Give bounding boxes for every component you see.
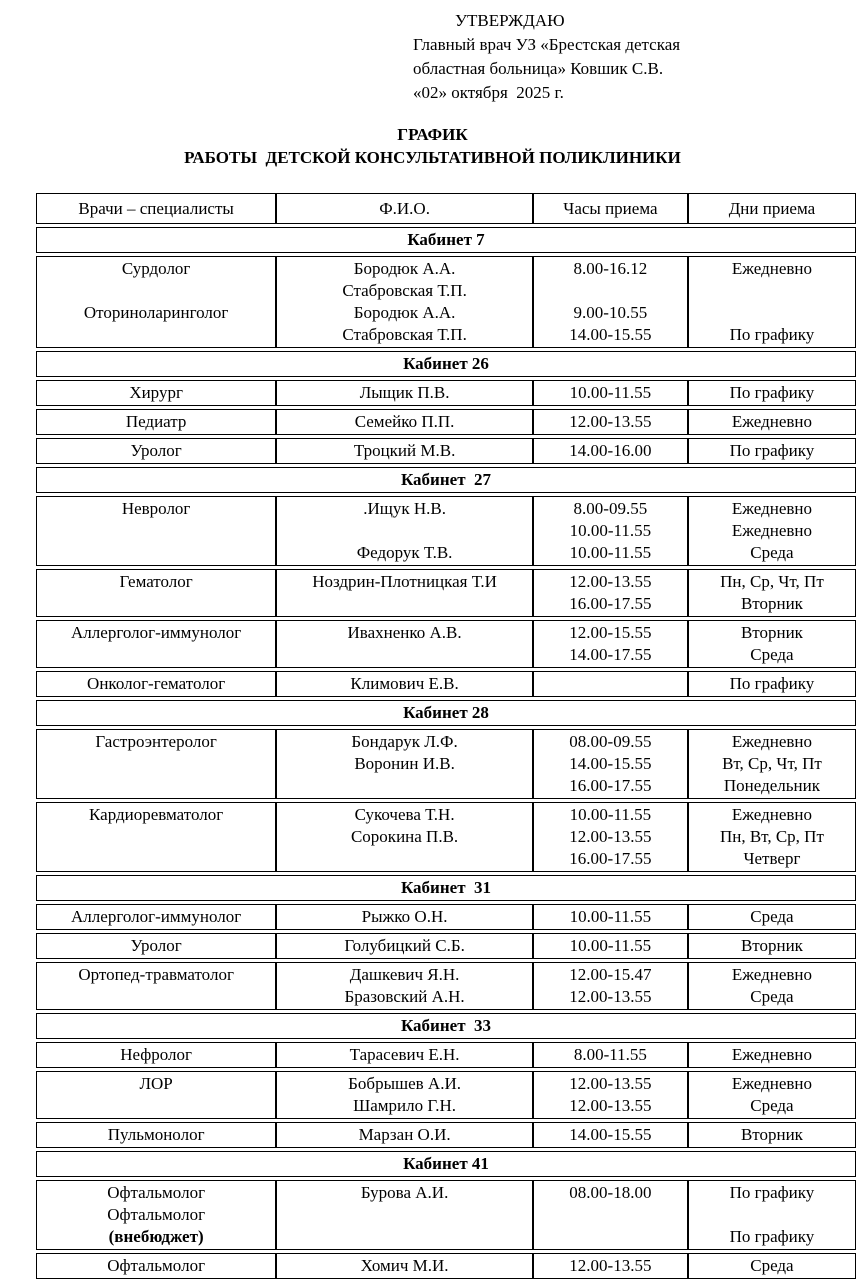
fio-line: Семейко П.П. <box>354 412 455 431</box>
schedule-row <box>36 1253 856 1279</box>
fio-line: Стабровская Т.П. <box>342 281 467 300</box>
fio-line: Бородюк А.А. <box>353 303 456 322</box>
fio-cell <box>276 802 533 872</box>
hours-cell <box>533 1071 688 1119</box>
fio-line: Шамрило Г.Н. <box>353 1096 457 1115</box>
fio-cell <box>276 1180 533 1250</box>
schedule-row <box>36 1122 856 1148</box>
specialist-cell <box>36 569 276 617</box>
specialist-cell <box>36 933 276 959</box>
fio-cell <box>276 256 533 348</box>
fio-line: Бразовский А.Н. <box>344 987 465 1006</box>
hours-line: 16.00-17.55 <box>569 776 652 795</box>
specialist-line <box>41 324 271 346</box>
cabinet-section-row <box>36 1151 856 1177</box>
schedule-row <box>36 671 856 697</box>
specialist-cell <box>36 380 276 406</box>
cabinet-section-label: Кабинет 41 <box>36 1151 856 1177</box>
fio-line: Дашкевич Я.Н. <box>349 965 460 984</box>
fio-cell <box>276 729 533 799</box>
hours-cell <box>533 729 688 799</box>
days-line: Вторник <box>740 623 803 642</box>
header-specialists: Врачи – специалисты <box>36 193 276 224</box>
fio-cell <box>276 380 533 406</box>
specialist-cell <box>36 409 276 435</box>
schedule-row <box>36 256 856 348</box>
fio-line: Марзан О.И. <box>358 1125 451 1144</box>
days-line: Ежедневно <box>731 1045 813 1064</box>
days-cell <box>688 620 856 668</box>
hours-line: 12.00-13.55 <box>569 1074 652 1093</box>
hours-line: 14.00-15.55 <box>569 1125 652 1144</box>
days-cell <box>688 1042 856 1068</box>
days-line: Ежедневно <box>731 965 813 984</box>
schedule-row <box>36 802 856 872</box>
schedule-row <box>36 1042 856 1068</box>
days-line: Среда <box>750 1096 794 1115</box>
days-line: По графику <box>729 441 815 460</box>
fio-line: Ивахненко А.В. <box>347 623 462 642</box>
schedule-row <box>36 409 856 435</box>
days-line: Среда <box>750 987 794 1006</box>
schedule-row <box>36 962 856 1010</box>
fio-line: Федорук Т.В. <box>356 543 453 562</box>
page-title-block <box>0 123 865 169</box>
hours-line: 10.00-11.55 <box>569 907 652 926</box>
hours-cell <box>533 496 688 566</box>
days-cell <box>688 729 856 799</box>
specialist-cell <box>36 802 276 872</box>
specialist-cell <box>36 438 276 464</box>
specialist-line: Педиатр <box>125 412 187 431</box>
header-fio: Ф.И.О. <box>276 193 533 224</box>
days-line: По графику <box>729 325 815 344</box>
days-line: Пн, Ср, Чт, Пт <box>720 572 824 591</box>
fio-line: Сукочева Т.Н. <box>354 805 455 824</box>
cabinet-section-label: Кабинет 28 <box>36 700 856 726</box>
cabinet-section-label: Кабинет 7 <box>36 227 856 253</box>
hours-line: 12.00-13.55 <box>569 827 652 846</box>
hours-line: 9.00-10.55 <box>573 303 648 322</box>
specialist-line <box>41 848 271 870</box>
fio-line: Голубицкий С.Б. <box>344 936 465 955</box>
hours-line <box>538 1204 683 1226</box>
days-line: Вт, Ср, Чт, Пт <box>722 754 822 773</box>
cabinet-section-label: Кабинет 31 <box>36 875 856 901</box>
hours-line: 14.00-15.55 <box>569 754 652 773</box>
specialist-line: (внебюджет) <box>108 1227 204 1246</box>
fio-line <box>281 644 528 666</box>
specialist-line: Ортопед-травматолог <box>78 965 234 984</box>
hours-cell <box>533 438 688 464</box>
days-cell <box>688 1180 856 1250</box>
days-cell <box>688 671 856 697</box>
cabinet-section-label: Кабинет 27 <box>36 467 856 493</box>
specialist-cell <box>36 904 276 930</box>
days-cell <box>688 933 856 959</box>
specialist-line <box>41 644 271 666</box>
schedule-row <box>36 1071 856 1119</box>
days-line: По графику <box>729 674 815 693</box>
fio-cell <box>276 620 533 668</box>
days-line: Пн, Вт, Ср, Пт <box>719 827 824 846</box>
hours-line: 10.00-11.55 <box>569 543 652 562</box>
hours-cell <box>533 904 688 930</box>
specialist-line: Уролог <box>130 936 182 955</box>
days-cell <box>688 802 856 872</box>
specialist-line: Аллерголог-иммунолог <box>71 907 242 926</box>
hours-line: 8.00-11.55 <box>573 1045 647 1064</box>
days-line <box>693 1204 851 1226</box>
hours-cell <box>533 569 688 617</box>
days-line: Ежедневно <box>731 805 813 824</box>
hours-line: 14.00-15.55 <box>569 325 652 344</box>
approval-block <box>413 9 865 105</box>
days-line: Вторник <box>740 936 803 955</box>
days-line: Понедельник <box>723 776 820 795</box>
specialist-line: Гематолог <box>119 572 193 591</box>
fio-line <box>281 1226 528 1248</box>
fio-cell <box>276 1122 533 1148</box>
fio-line: Троцкий М.В. <box>353 441 456 460</box>
fio-cell <box>276 409 533 435</box>
hours-line: 14.00-16.00 <box>569 441 652 460</box>
page-subtitle: РАБОТЫ ДЕТСКОЙ КОНСУЛЬТАТИВНОЙ ПОЛИКЛИНИКИ <box>184 148 681 167</box>
hours-line: 10.00-11.55 <box>569 383 652 402</box>
days-cell <box>688 962 856 1010</box>
approval-line-chief-doctor: Главный врач УЗ «Брестская детская <box>413 35 681 54</box>
fio-line: Бурова А.И. <box>360 1183 449 1202</box>
fio-line: Бобрышев А.И. <box>348 1074 461 1093</box>
fio-cell <box>276 438 533 464</box>
days-line: Ежедневно <box>731 499 813 518</box>
days-cell <box>688 904 856 930</box>
hours-line: 8.00-09.55 <box>573 499 648 518</box>
hours-cell <box>533 380 688 406</box>
fio-cell <box>276 1042 533 1068</box>
specialist-cell <box>36 671 276 697</box>
fio-line: Тарасевич Е.Н. <box>349 1045 460 1064</box>
specialist-line: Невролог <box>121 499 191 518</box>
cabinet-section-label: Кабинет 26 <box>36 351 856 377</box>
fio-cell <box>276 1071 533 1119</box>
approval-line-date: «02» октября 2025 г. <box>413 83 564 102</box>
specialist-cell <box>36 1122 276 1148</box>
cabinet-section-row <box>36 1013 856 1039</box>
schedule-row <box>36 729 856 799</box>
days-cell <box>688 1122 856 1148</box>
page-title: ГРАФИК <box>397 125 468 144</box>
cabinet-section-label: Кабинет 33 <box>36 1013 856 1039</box>
specialist-line: ЛОР <box>139 1074 173 1093</box>
hours-line: 10.00-11.55 <box>569 521 652 540</box>
specialist-line: Оториноларинголог <box>83 303 229 322</box>
approval-title: УТВЕРЖДАЮ <box>455 11 565 30</box>
hours-cell <box>533 933 688 959</box>
schedule-row <box>36 904 856 930</box>
fio-line: .Ищук Н.В. <box>363 499 446 518</box>
hours-line: 10.00-11.55 <box>569 805 652 824</box>
table-header-row <box>36 193 856 224</box>
schedule-row <box>36 380 856 406</box>
specialist-line: Нефролог <box>120 1045 193 1064</box>
fio-cell <box>276 671 533 697</box>
fio-cell <box>276 933 533 959</box>
hours-line <box>538 1226 683 1248</box>
fio-line: Климович Е.В. <box>350 674 459 693</box>
schedule-row <box>36 496 856 566</box>
fio-line <box>281 775 528 797</box>
fio-line: Бородюк А.А. <box>353 259 456 278</box>
hours-line: 16.00-17.55 <box>569 849 652 868</box>
fio-line <box>281 520 528 542</box>
specialist-line <box>41 986 271 1008</box>
fio-line: Бондарук Л.Ф. <box>351 732 458 751</box>
hours-line <box>538 280 683 302</box>
specialist-line: Офтальмолог <box>107 1256 206 1275</box>
hours-line: 12.00-15.55 <box>569 623 652 642</box>
days-cell <box>688 380 856 406</box>
specialist-line <box>41 775 271 797</box>
hours-line: 12.00-13.55 <box>569 1096 652 1115</box>
days-line: По графику <box>729 1227 815 1246</box>
hours-line: 16.00-17.55 <box>569 594 652 613</box>
specialist-line <box>41 520 271 542</box>
hours-cell <box>533 620 688 668</box>
specialist-cell <box>36 256 276 348</box>
fio-cell <box>276 496 533 566</box>
days-line: По графику <box>729 1183 815 1202</box>
fio-cell <box>276 1253 533 1279</box>
header-hours: Часы приема <box>533 193 688 224</box>
days-line: Среда <box>750 645 794 664</box>
hours-line: 12.00-13.55 <box>569 1256 652 1275</box>
fio-line: Стабровская Т.П. <box>342 325 467 344</box>
specialist-line: Сурдолог <box>121 259 191 278</box>
hours-cell <box>533 1042 688 1068</box>
hours-cell <box>533 962 688 1010</box>
hours-cell <box>533 671 688 697</box>
specialist-cell <box>36 496 276 566</box>
days-line: Среда <box>750 1256 794 1275</box>
days-cell <box>688 569 856 617</box>
hours-line: 12.00-13.55 <box>569 572 652 591</box>
fio-line <box>281 848 528 870</box>
fio-line: Хомич М.И. <box>360 1256 449 1275</box>
specialist-cell <box>36 1042 276 1068</box>
schedule-row <box>36 933 856 959</box>
hours-cell <box>533 1180 688 1250</box>
specialist-cell <box>36 1253 276 1279</box>
specialist-line <box>41 280 271 302</box>
hours-line: 12.00-13.55 <box>569 987 652 1006</box>
specialist-line: Хирург <box>129 383 183 402</box>
days-cell <box>688 1253 856 1279</box>
days-line: Вторник <box>740 1125 803 1144</box>
days-line: Ежедневно <box>731 732 813 751</box>
specialist-line <box>41 826 271 848</box>
days-line: Вторник <box>740 594 803 613</box>
specialist-line <box>41 593 271 615</box>
hours-line: 14.00-17.55 <box>569 645 652 664</box>
fio-line: Сорокина П.В. <box>350 827 459 846</box>
days-cell <box>688 409 856 435</box>
hours-cell <box>533 409 688 435</box>
cabinet-section-row <box>36 875 856 901</box>
fio-line: Воронин И.В. <box>354 754 455 773</box>
fio-cell <box>276 962 533 1010</box>
specialist-line: Аллерголог-иммунолог <box>71 623 242 642</box>
hours-cell <box>533 256 688 348</box>
specialist-cell <box>36 620 276 668</box>
days-cell <box>688 438 856 464</box>
days-line <box>693 280 851 302</box>
header-days: Дни приема <box>688 193 856 224</box>
hours-cell <box>533 802 688 872</box>
specialist-line: Уролог <box>130 441 182 460</box>
hours-cell <box>533 1253 688 1279</box>
fio-line: Лыщик П.В. <box>359 383 450 402</box>
hours-line: 12.00-13.55 <box>569 412 652 431</box>
specialist-line <box>41 753 271 775</box>
days-cell <box>688 256 856 348</box>
fio-line <box>281 1204 528 1226</box>
days-line: Ежедневно <box>731 412 813 431</box>
schedule-row <box>36 438 856 464</box>
approval-line-hospital: областная больница» Ковшик С.В. <box>413 59 664 78</box>
specialist-line <box>41 1095 271 1117</box>
days-line: Ежедневно <box>731 259 813 278</box>
days-line: Среда <box>750 907 794 926</box>
fio-cell <box>276 569 533 617</box>
fio-cell <box>276 904 533 930</box>
hours-line: 08.00-18.00 <box>569 1183 652 1202</box>
cabinet-section-row <box>36 227 856 253</box>
specialist-cell <box>36 1071 276 1119</box>
days-line <box>693 302 851 324</box>
cabinet-section-row <box>36 467 856 493</box>
days-line: Четверг <box>743 849 801 868</box>
specialist-cell <box>36 729 276 799</box>
specialist-cell <box>36 962 276 1010</box>
days-cell <box>688 1071 856 1119</box>
specialist-line: Пульмонолог <box>107 1125 205 1144</box>
schedule-table <box>36 190 856 1282</box>
document-page <box>0 9 865 1282</box>
specialist-line <box>41 542 271 564</box>
specialist-line: Офтальмолог <box>107 1205 206 1224</box>
hours-line: 10.00-11.55 <box>569 936 652 955</box>
schedule-row <box>36 569 856 617</box>
fio-line <box>281 593 528 615</box>
specialist-line: Онколог-гематолог <box>87 674 226 693</box>
specialist-line: Кардиоревматолог <box>89 805 224 824</box>
days-line: Среда <box>750 543 794 562</box>
days-line: Ежедневно <box>731 521 813 540</box>
fio-line: Рыжко О.Н. <box>361 907 448 926</box>
schedule-row <box>36 1180 856 1250</box>
cabinet-section-row <box>36 700 856 726</box>
specialist-line: Гастроэнтеролог <box>95 732 217 751</box>
cabinet-section-row <box>36 351 856 377</box>
hours-line <box>538 673 683 695</box>
specialist-cell <box>36 1180 276 1250</box>
days-line: По графику <box>729 383 815 402</box>
hours-line: 08.00-09.55 <box>569 732 652 751</box>
schedule-row <box>36 620 856 668</box>
hours-line: 8.00-16.12 <box>573 259 648 278</box>
fio-line: Ноздрин-Плотницкая Т.И <box>312 572 497 591</box>
specialist-line: Офтальмолог <box>107 1183 206 1202</box>
days-cell <box>688 496 856 566</box>
hours-line: 12.00-15.47 <box>569 965 652 984</box>
days-line: Ежедневно <box>731 1074 813 1093</box>
hours-cell <box>533 1122 688 1148</box>
